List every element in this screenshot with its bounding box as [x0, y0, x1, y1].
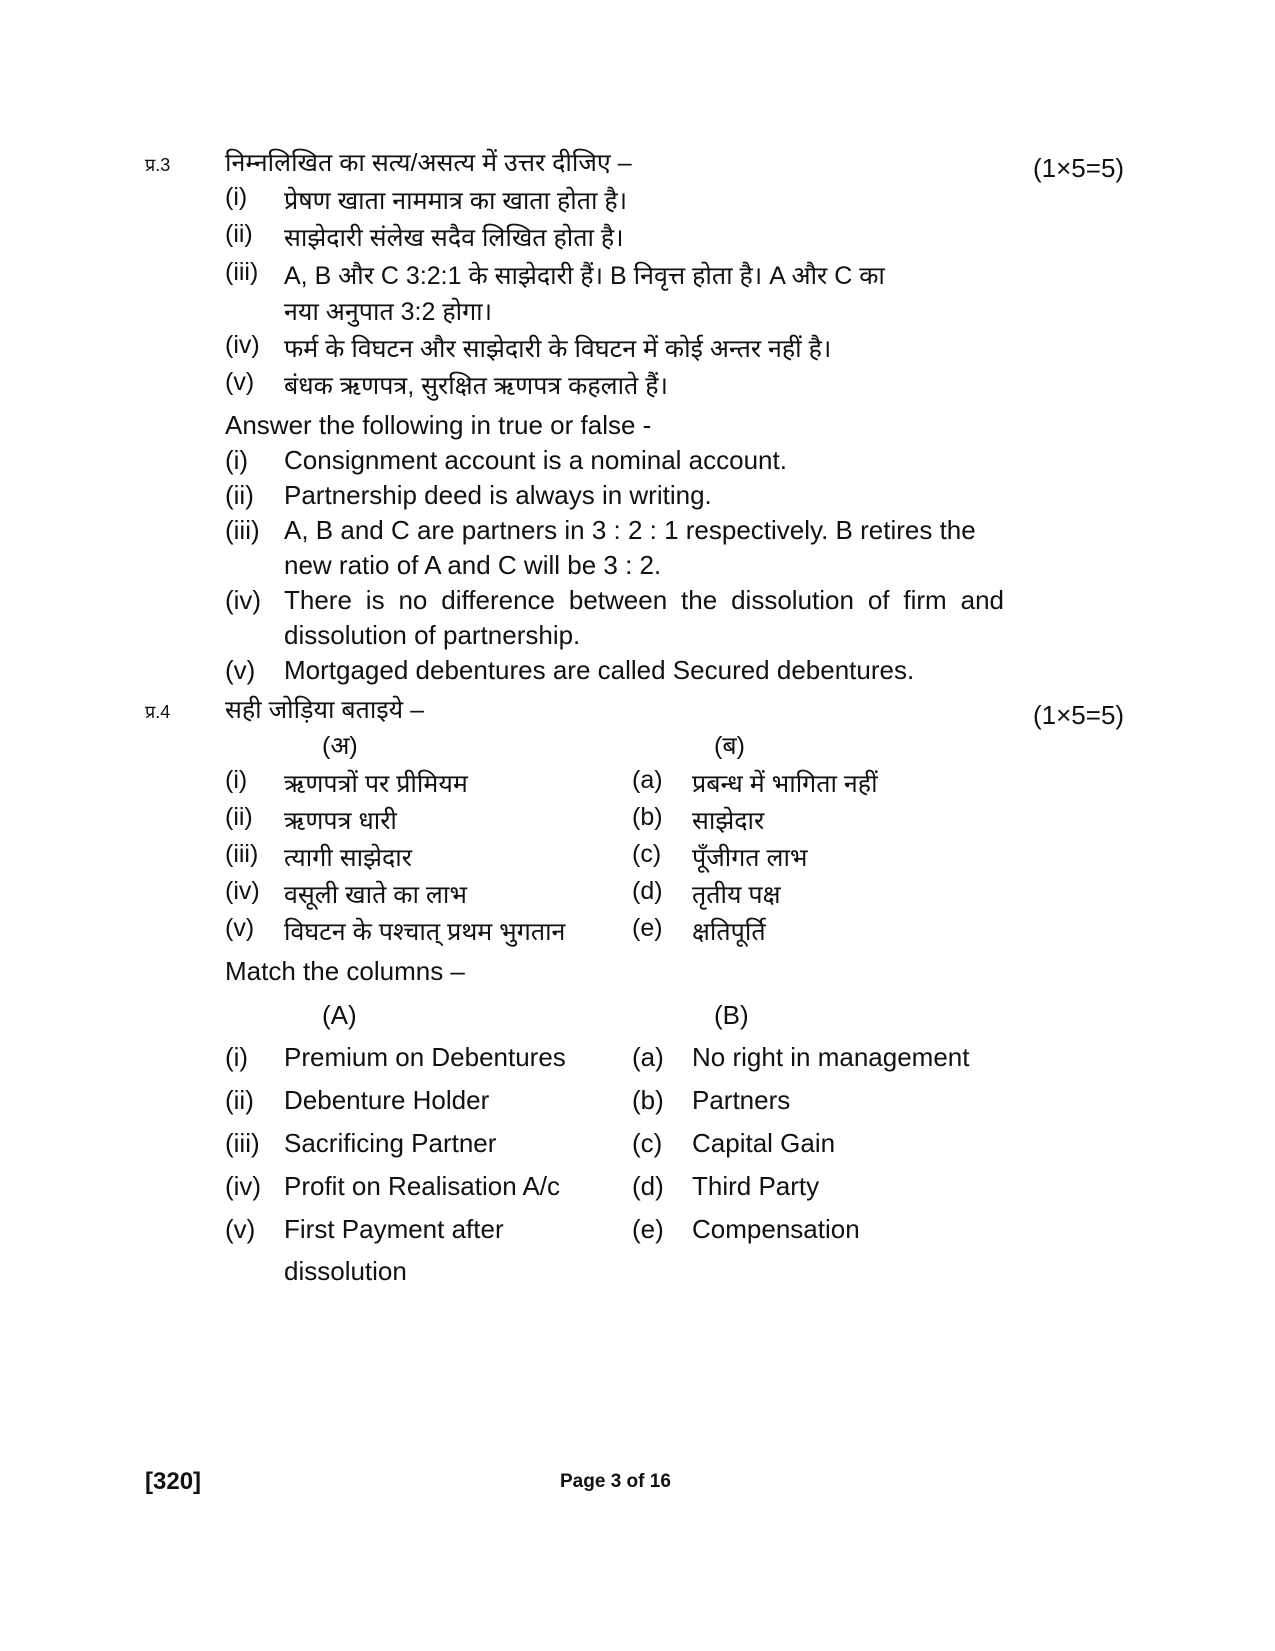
q3-hindi-heading: निम्नलिखित का सत्य/असत्य में उत्तर दीजिए –: [225, 149, 632, 177]
q4-english-col-b: (B): [714, 1000, 749, 1030]
paper-code: [320]: [145, 1468, 202, 1495]
q4-hindi-a: वसूली खाते का लाभ: [284, 881, 467, 909]
q3-hindi-item-num: (ii): [225, 220, 253, 248]
q4-hindi-a: ऋणपत्रों पर प्रीमियम: [284, 770, 468, 798]
q4-hindi-num-b: (b): [632, 803, 663, 831]
q4-english-num-a: (ii): [225, 1085, 254, 1115]
q3-hindi-item-text: साझेदारी संलेख सदैव लिखित होता है।: [284, 224, 624, 252]
q4-english-b: Third Party: [692, 1171, 820, 1201]
q3-hindi-item-text: A, B और C 3:2:1 के साझेदारी हैं। B निवृत्त होता है। A और C का: [284, 262, 885, 290]
page-number: Page 3 of 16: [560, 1471, 671, 1492]
q3-hindi-item-text: बंधक ऋणपत्र, सुरक्षित ऋणपत्र कहलाते हैं।: [284, 372, 669, 400]
q4-english-num-b: (c): [632, 1128, 663, 1158]
q3-hindi-item-num: (iv): [225, 331, 260, 359]
q3-marks: (1×5=5): [1033, 153, 1125, 183]
q4-number: प्र.4: [145, 702, 171, 722]
q3-english-item-num: (iv): [225, 585, 262, 615]
q4-hindi-b: साझेदार: [692, 807, 765, 835]
q4-hindi-num-b: (e): [632, 914, 663, 942]
q4-english-b: Partners: [692, 1085, 791, 1115]
q4-hindi-b: प्रबन्ध में भागिता नहीं: [692, 770, 878, 798]
q4-hindi-num-a: (i): [225, 766, 248, 794]
q4-english-num-b: (e): [632, 1214, 664, 1244]
q4-english-a: Debenture Holder: [284, 1085, 490, 1115]
q4-hindi-a: विघटन के पश्चात् प्रथम भुगतान: [284, 918, 566, 946]
q3-hindi-item-text: प्रेषण खाता नाममात्र का खाता होता है।: [284, 187, 628, 215]
q4-english-num-a: (iii): [225, 1128, 260, 1158]
q4-english-num-b: (a): [632, 1042, 664, 1072]
q4-hindi-num-a: (ii): [225, 803, 253, 831]
q4-hindi-a: ऋणपत्र धारी: [284, 807, 397, 835]
q4-hindi-b: पूँजीगत लाभ: [692, 844, 808, 872]
q4-hindi-num-a: (iv): [225, 877, 260, 905]
q3-english-item-text: A, B and C are partners in 3 : 2 : 1 respectively. B retires the: [284, 515, 976, 545]
q4-hindi-num-b: (c): [632, 840, 662, 868]
q3-english-heading: Answer the following in true or false -: [225, 410, 652, 440]
q4-english-b: No right in management: [692, 1042, 970, 1072]
q4-hindi-num-b: (a): [632, 766, 663, 794]
q4-hindi-a: त्यागी साझेदार: [284, 844, 412, 872]
q4-english-num-a: (i): [225, 1042, 249, 1072]
q3-english-item-num: (i): [225, 445, 249, 475]
q4-hindi-num-a: (v): [225, 914, 255, 942]
q4-hindi-col-a: (अ): [322, 732, 358, 760]
q3-english-item-num: (v): [225, 655, 256, 685]
q3-english-item-text: There is no difference between the dissolution of firm and: [284, 585, 1004, 615]
q4-english-a-cont: dissolution: [284, 1256, 407, 1286]
q3-number: प्र.3: [145, 155, 171, 175]
q4-english-num-a: (iv): [225, 1171, 262, 1201]
q3-hindi-item-num: (i): [225, 183, 248, 211]
q3-english-item-text: Mortgaged debentures are called Secured debentures.: [284, 655, 915, 685]
q3-english-item-cont: dissolution of partnership.: [284, 620, 581, 650]
q4-english-b: Compensation: [692, 1214, 860, 1244]
q4-english-col-a: (A): [322, 1000, 357, 1030]
q3-hindi-item-text: फर्म के विघटन और साझेदारी के विघटन में कोई अन्तर नहीं है।: [284, 335, 832, 363]
q3-english-item-cont: new ratio of A and C will be 3 : 2.: [284, 550, 662, 580]
q4-english-heading: Match the columns –: [225, 956, 465, 986]
q3-hindi-item-num: (v): [225, 368, 255, 396]
q4-english-b: Capital Gain: [692, 1128, 836, 1158]
q3-english-item-text: Partnership deed is always in writing.: [284, 480, 712, 510]
q4-hindi-col-b: (ब): [714, 732, 745, 760]
q4-hindi-b: तृतीय पक्ष: [692, 881, 781, 909]
q4-english-a: Sacrificing Partner: [284, 1128, 497, 1158]
q3-english-item-num: (iii): [225, 515, 260, 545]
q3-english-item-text: Consignment account is a nominal account.: [284, 445, 787, 475]
q3-hindi-item-num: (iii): [225, 258, 259, 286]
q4-hindi-heading: सही जोड़िया बताइये –: [225, 696, 425, 724]
q4-english-num-a: (v): [225, 1214, 256, 1244]
q3-hindi-item-cont: नया अनुपात 3:2 होगा।: [284, 298, 493, 326]
q4-english-num-b: (b): [632, 1085, 664, 1115]
q4-english-num-b: (d): [632, 1171, 664, 1201]
q3-english-item-num: (ii): [225, 480, 254, 510]
q4-english-a: Profit on Realisation A/c: [284, 1171, 561, 1201]
q4-hindi-b: क्षतिपूर्ति: [692, 918, 766, 946]
q4-english-a: First Payment after: [284, 1214, 504, 1244]
q4-hindi-num-b: (d): [632, 877, 663, 905]
q4-hindi-num-a: (iii): [225, 840, 259, 868]
q4-marks: (1×5=5): [1033, 700, 1125, 730]
q4-english-a: Premium on Debentures: [284, 1042, 566, 1072]
